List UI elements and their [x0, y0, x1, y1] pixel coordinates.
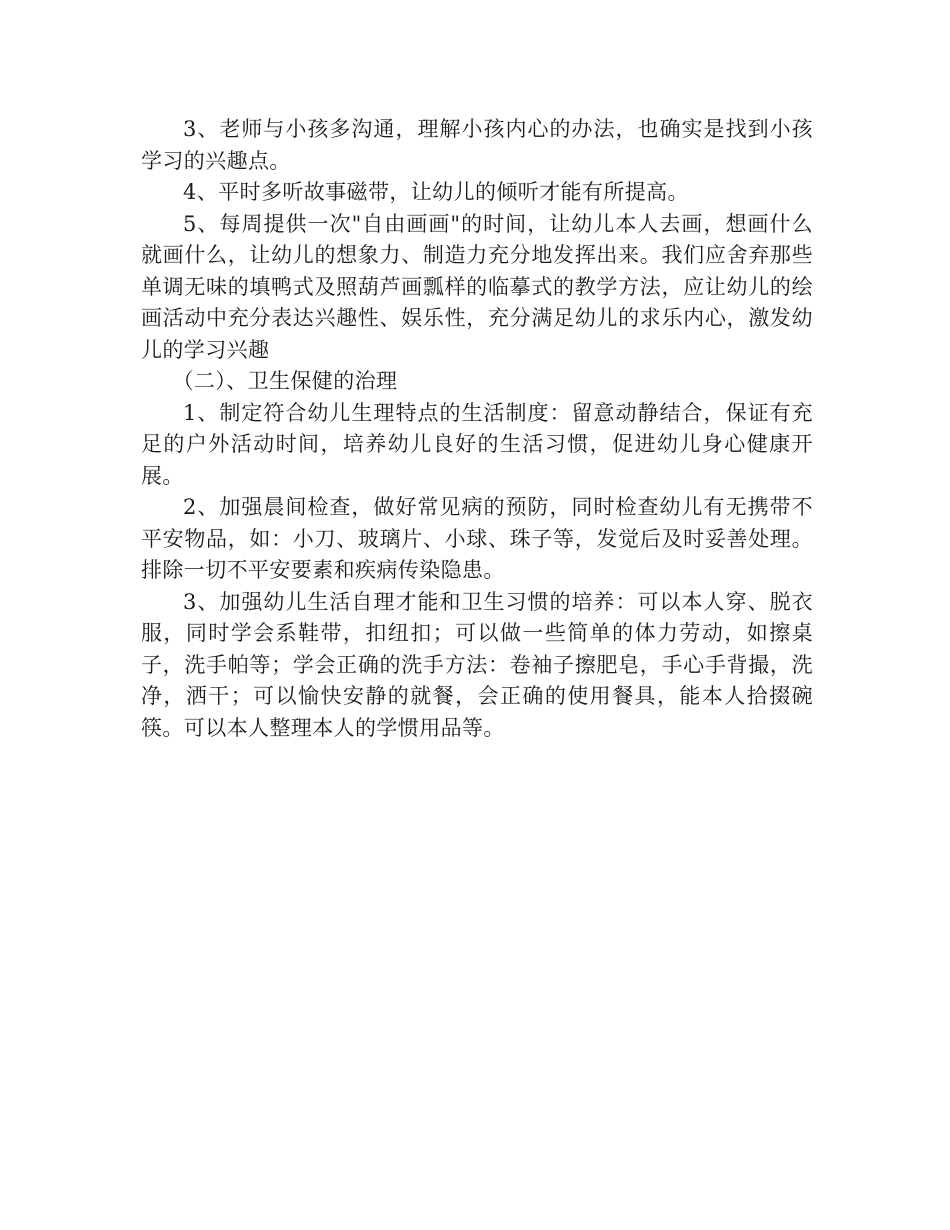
paragraph-item-5-free-drawing: 5、每周提供一次"自由画画"的时间，让幼儿本人去画，想画什么就画什么，让幼儿的想象力、制造力充分地发挥出来。我们应舍弃那些单调无味的填鸭式及照葫芦画瓢样的临摹式的教学方法，应让幼儿的绘画活动中充分表达兴趣性、娱乐性，充分满足幼儿的求乐内心，激发幼儿的学习兴趣	[141, 211, 813, 362]
document-body	[141, 114, 813, 744]
paragraph-item-3-self-care: 3、加强幼儿生活自理才能和卫生习惯的培养：可以本人穿、脱衣服，同时学会系鞋带，扣纽扣；可以做一些简单的体力劳动，如擦桌子，洗手帕等；学会正确的洗手方法：卷袖子擦肥皂，手心手背撮，洗净，洒干；可以愉快安静的就餐，会正确的使用餐具，能本人拾掇碗筷。可以本人整理本人的学惯用品等。	[141, 589, 813, 740]
paragraph-item-1-daily-routine: 1、制定符合幼儿生理特点的生活制度：留意动静结合，保证有充足的户外活动时间，培养幼儿良好的生活习惯，促进幼儿身心健康开展。	[141, 400, 813, 488]
paragraph-item-3-communication: 3、老师与小孩多沟通，理解小孩内心的办法，也确实是找到小孩学习的兴趣点。	[141, 117, 813, 173]
section-heading-health-care: （二）、卫生保健的治理	[172, 369, 398, 393]
paragraph-item-2-morning-check: 2、加强晨间检查，做好常见病的预防，同时检查幼儿有无携带不平安物品，如：小刀、玻璃片、小球、珠子等，发觉后及时妥善处理。排除一切不平安要素和疾病传染隐患。	[141, 495, 813, 582]
paragraph-item-4-story-tapes: 4、平时多听故事磁带，让幼儿的倾听才能有所提高。	[183, 180, 689, 204]
